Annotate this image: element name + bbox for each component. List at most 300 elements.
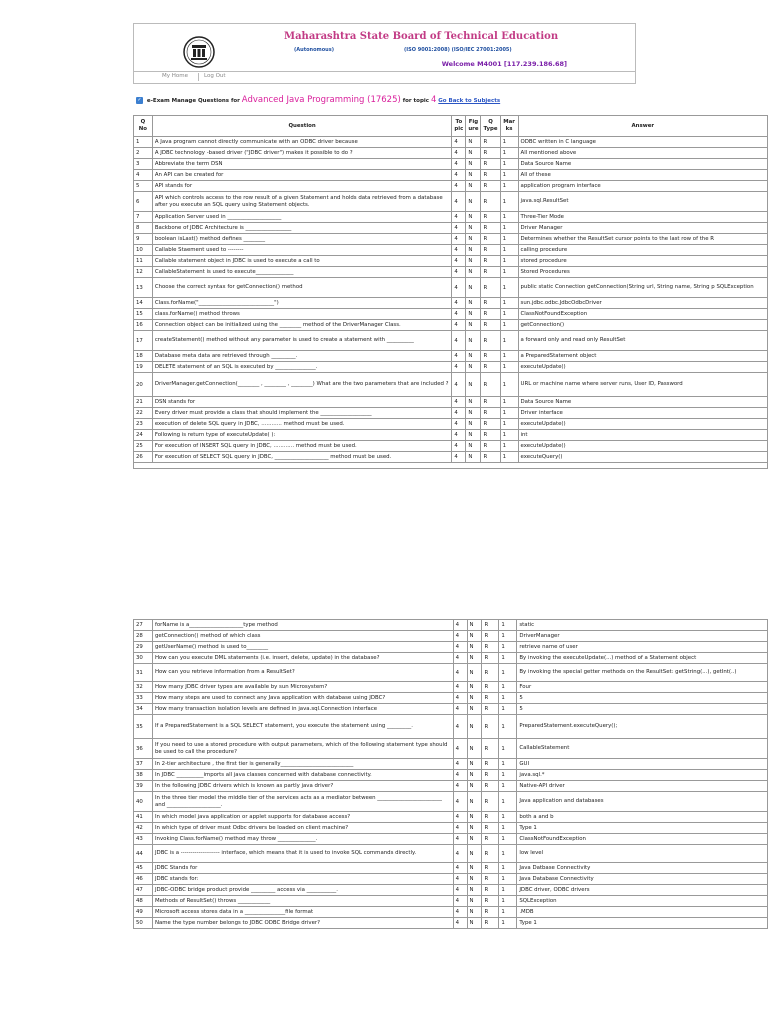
q-no-cell: 45	[134, 863, 153, 874]
q-type-cell: R	[481, 408, 500, 419]
topic-cell: 4	[453, 845, 467, 863]
figure-cell: N	[467, 682, 482, 693]
topic-cell: 4	[453, 642, 467, 653]
q-no-cell: 25	[134, 441, 153, 452]
topic-cell: 4	[452, 397, 466, 408]
q-type-cell: R	[481, 223, 500, 234]
q-no-cell: 17	[134, 331, 153, 351]
topic-cell: 4	[452, 212, 466, 223]
q-no-cell: 8	[134, 223, 153, 234]
question-cell: Callable Staement used to --------	[152, 245, 452, 256]
marks-cell: 1	[499, 770, 517, 781]
q-type-cell: R	[481, 256, 500, 267]
header-topic-text: To	[455, 119, 463, 125]
topic-cell: 4	[452, 320, 466, 331]
marks-cell: 1	[499, 792, 517, 812]
q-no-cell: 39	[134, 781, 153, 792]
question-cell: Abbreviate the term DSN	[152, 159, 452, 170]
question-cell: class.forName() method throws	[152, 309, 452, 320]
marks-cell: 1	[499, 845, 517, 863]
q-type-cell: R	[482, 863, 499, 874]
header-marks	[500, 116, 518, 137]
topic-cell: 4	[453, 620, 467, 631]
answer-cell: GUI	[517, 759, 768, 770]
marks-cell: 1	[499, 759, 517, 770]
topic-cell: 4	[452, 441, 466, 452]
answer-cell: Data Source Name	[518, 159, 767, 170]
question-cell: API which controls access to the row result of a given Statement and holds data retrieved from a database after you execute an SQL query using Statement objects.	[152, 192, 452, 212]
q-no-cell: 30	[134, 653, 153, 664]
q-type-cell: R	[481, 320, 500, 331]
answer-cell: CallableStatement	[517, 739, 768, 759]
marks-cell: 1	[500, 362, 518, 373]
marks-cell: 1	[500, 397, 518, 408]
table-row	[134, 419, 768, 430]
marks-cell: 1	[499, 682, 517, 693]
autonomous-label: (Autonomous)	[294, 47, 334, 53]
answer-cell: 5	[517, 704, 768, 715]
table-row	[134, 245, 768, 256]
question-cell: How can you retrieve information from a ResultSet?	[152, 664, 453, 682]
q-type-cell: R	[482, 682, 499, 693]
answer-cell: 5	[517, 693, 768, 704]
question-cell: getConnection() method of which class	[152, 631, 453, 642]
q-no-cell: 9	[134, 234, 153, 245]
figure-cell: N	[467, 664, 482, 682]
table-row	[134, 896, 768, 907]
topic-cell: 4	[452, 192, 466, 212]
topic-cell: 4	[453, 759, 467, 770]
iso-label: (ISO 9001:2008) (ISO/IEC 27001:2005)	[404, 47, 512, 53]
q-type-cell: R	[481, 137, 500, 148]
marks-cell: 1	[499, 812, 517, 823]
topic-cell: 4	[452, 430, 466, 441]
q-no-cell: 31	[134, 664, 153, 682]
question-cell: boolean isLast() method defines ________	[152, 234, 452, 245]
question-cell: Name the type number belongs to JDBC ODBC Bridge driver?	[152, 918, 453, 929]
question-cell: In the following JDBC drivers which is known as partly java driver?	[152, 781, 453, 792]
marks-cell: 1	[499, 693, 517, 704]
answer-cell: DriverManager	[517, 631, 768, 642]
q-no-cell: 3	[134, 159, 153, 170]
table-row	[134, 770, 768, 781]
answer-cell: java.sql.*	[517, 770, 768, 781]
q-no-cell: 18	[134, 351, 153, 362]
figure-cell: N	[467, 715, 482, 739]
q-type-cell: R	[481, 397, 500, 408]
table-spacer-row	[134, 463, 768, 469]
answer-cell: Java Database Connectivity	[517, 874, 768, 885]
topic-cell: 4	[452, 159, 466, 170]
answer-cell: java.sql.ResultSet	[518, 192, 767, 212]
header-q-no-text-2: No	[138, 126, 148, 132]
table-row	[134, 223, 768, 234]
q-no-cell: 24	[134, 430, 153, 441]
answer-cell: application program interface	[518, 181, 767, 192]
table-row	[134, 192, 768, 212]
answer-cell: Java application and databases	[517, 792, 768, 812]
q-no-cell: 14	[134, 298, 153, 309]
q-type-cell: R	[482, 823, 499, 834]
table-row	[134, 693, 768, 704]
q-type-cell: R	[482, 664, 499, 682]
q-type-cell: R	[481, 351, 500, 362]
answer-cell: getConnection()	[518, 320, 767, 331]
q-no-cell: 43	[134, 834, 153, 845]
table-row	[134, 452, 768, 463]
table-row	[134, 631, 768, 642]
header-answer	[518, 116, 767, 137]
q-type-cell: R	[481, 452, 500, 463]
topic-cell: 4	[452, 309, 466, 320]
question-cell: How many transaction isolation levels are defined in java.sql.Connection interface	[152, 704, 453, 715]
marks-cell: 1	[500, 137, 518, 148]
table-row	[134, 642, 768, 653]
topic-cell: 4	[453, 682, 467, 693]
figure-cell: N	[467, 885, 482, 896]
q-type-cell: R	[481, 267, 500, 278]
questions-table-continued	[133, 619, 768, 929]
table-row	[134, 408, 768, 419]
question-cell: JDBC Stands for	[152, 863, 453, 874]
marks-cell: 1	[500, 212, 518, 223]
marks-cell: 1	[499, 704, 517, 715]
marks-cell: 1	[500, 309, 518, 320]
question-cell: DELETE statement of an SQL is executed by _______________.	[152, 362, 452, 373]
topic-cell: 4	[452, 245, 466, 256]
table-row	[134, 834, 768, 845]
q-type-cell: R	[481, 331, 500, 351]
figure-cell: N	[467, 812, 482, 823]
figure-cell: N	[466, 419, 481, 430]
figure-cell: N	[467, 653, 482, 664]
figure-cell: N	[467, 781, 482, 792]
header-q-no	[134, 116, 153, 137]
answer-cell: Driver interface	[518, 408, 767, 419]
table-row	[134, 812, 768, 823]
topic-cell: 4	[452, 181, 466, 192]
q-type-cell: R	[482, 715, 499, 739]
table-row	[134, 351, 768, 362]
q-type-cell: R	[482, 704, 499, 715]
figure-cell: N	[467, 792, 482, 812]
topic-cell: 4	[452, 298, 466, 309]
answer-cell: ODBC written in C language	[518, 137, 767, 148]
marks-cell: 1	[499, 874, 517, 885]
spacer-cell	[134, 463, 768, 469]
q-no-cell: 32	[134, 682, 153, 693]
question-cell: Methods of ResultSet() throws ____________	[152, 896, 453, 907]
answer-cell: executeQuery()	[518, 452, 767, 463]
topic-cell: 4	[453, 631, 467, 642]
figure-cell: N	[467, 845, 482, 863]
q-type-cell: R	[481, 298, 500, 309]
figure-cell: N	[467, 704, 482, 715]
my-home-link[interactable]: My Home	[162, 73, 188, 79]
q-type-cell: R	[481, 159, 500, 170]
answer-cell: ClassNotFoundException	[518, 309, 767, 320]
figure-cell: N	[466, 320, 481, 331]
table-header-row	[134, 116, 768, 137]
table-row	[134, 309, 768, 320]
q-no-cell: 29	[134, 642, 153, 653]
figure-cell: N	[467, 770, 482, 781]
question-cell: forName is a____________________type method	[152, 620, 453, 631]
header-marks-text-2: ks	[505, 126, 513, 132]
q-no-cell: 42	[134, 823, 153, 834]
table-row	[134, 907, 768, 918]
q-no-cell: 38	[134, 770, 153, 781]
q-no-cell: 44	[134, 845, 153, 863]
header-answer-text: Answer	[631, 122, 655, 129]
header-figure-text-2: ure	[468, 126, 479, 132]
q-type-cell: R	[481, 441, 500, 452]
header-q-type	[481, 116, 500, 137]
table-row	[134, 664, 768, 682]
topic-number: 4	[430, 95, 437, 105]
marks-cell: 1	[500, 245, 518, 256]
q-type-cell: R	[482, 874, 499, 885]
q-no-cell: 1	[134, 137, 153, 148]
q-no-cell: 27	[134, 620, 153, 631]
q-type-cell: R	[482, 907, 499, 918]
answer-cell: Four	[517, 682, 768, 693]
marks-cell: 1	[499, 620, 517, 631]
figure-cell: N	[466, 192, 481, 212]
answer-cell: PreparedStatement.executeQuery();	[517, 715, 768, 739]
topic-prefix: e-Exam Manage Questions for	[146, 98, 240, 104]
topic-cell: 4	[453, 918, 467, 929]
figure-cell: N	[466, 278, 481, 298]
table-row	[134, 181, 768, 192]
figure-cell: N	[467, 759, 482, 770]
marks-cell: 1	[500, 223, 518, 234]
marks-cell: 1	[499, 664, 517, 682]
marks-cell: 1	[499, 631, 517, 642]
table-row	[134, 373, 768, 397]
answer-cell: .MDB	[517, 907, 768, 918]
figure-cell: N	[467, 896, 482, 907]
table-row	[134, 739, 768, 759]
q-type-cell: R	[482, 885, 499, 896]
welcome-text: Welcome M4001 [117.239.186.68]	[441, 60, 567, 68]
marks-cell: 1	[500, 408, 518, 419]
figure-cell: N	[466, 351, 481, 362]
table-row	[134, 620, 768, 631]
marks-cell: 1	[500, 181, 518, 192]
q-type-cell: R	[481, 212, 500, 223]
q-no-cell: 37	[134, 759, 153, 770]
q-type-cell: R	[481, 192, 500, 212]
q-type-cell: R	[481, 181, 500, 192]
question-cell: An API can be created for	[152, 170, 452, 181]
table-row	[134, 320, 768, 331]
marks-cell: 1	[499, 863, 517, 874]
figure-cell: N	[467, 693, 482, 704]
q-no-cell: 15	[134, 309, 153, 320]
log-out-link[interactable]: Log Out	[204, 73, 226, 79]
marks-cell: 1	[499, 885, 517, 896]
topic-cell: 4	[453, 664, 467, 682]
q-no-cell: 10	[134, 245, 153, 256]
answer-cell: executeUpdate()	[518, 441, 767, 452]
table-row	[134, 704, 768, 715]
figure-cell: N	[466, 148, 481, 159]
question-cell: Choose the correct syntax for getConnection() method	[152, 278, 452, 298]
questions-table	[133, 115, 768, 469]
figure-cell: N	[466, 181, 481, 192]
nav-bar	[133, 71, 636, 84]
table-row	[134, 441, 768, 452]
question-cell: getUserName() method is used to________	[152, 642, 453, 653]
answer-cell: ClassNotFoundException	[517, 834, 768, 845]
board-title: Maharashtra State Board of Technical Education	[284, 31, 559, 42]
topic-cell: 4	[453, 693, 467, 704]
q-no-cell: 49	[134, 907, 153, 918]
question-cell: For execution of SELECT SQL query in JDBC, ____________________ method must be used.	[152, 452, 452, 463]
figure-cell: N	[467, 918, 482, 929]
figure-cell: N	[466, 452, 481, 463]
table-row	[134, 874, 768, 885]
marks-cell: 1	[500, 320, 518, 331]
question-cell: Connection object can be initialized using the ________ method of the DriverManager Class.	[152, 320, 452, 331]
q-type-cell: R	[482, 653, 499, 664]
topic-cell: 4	[452, 331, 466, 351]
q-type-cell: R	[481, 170, 500, 181]
figure-cell: N	[467, 620, 482, 631]
marks-cell: 1	[499, 781, 517, 792]
answer-cell: executeUpdate()	[518, 419, 767, 430]
table-row	[134, 715, 768, 739]
header-question-text: Question	[288, 122, 316, 129]
header-figure-text: Fig	[468, 119, 479, 125]
answer-cell: sun.jdbc.odbc.JdbcOdbcDriver	[518, 298, 767, 309]
answer-cell: JDBC driver, ODBC drivers	[517, 885, 768, 896]
marks-cell: 1	[500, 430, 518, 441]
figure-cell: N	[466, 223, 481, 234]
nav-divider	[198, 73, 199, 81]
q-no-cell: 13	[134, 278, 153, 298]
table-row	[134, 331, 768, 351]
q-type-cell: R	[481, 245, 500, 256]
q-type-cell: R	[482, 918, 499, 929]
answer-cell: Data Source Name	[518, 397, 767, 408]
figure-cell: N	[467, 834, 482, 845]
question-cell: JDBC stands for:	[152, 874, 453, 885]
q-type-cell: R	[482, 781, 499, 792]
figure-cell: N	[467, 631, 482, 642]
figure-cell: N	[467, 739, 482, 759]
figure-cell: N	[466, 267, 481, 278]
question-cell: In 2-tier architecture , the first tier is generally___________________________	[152, 759, 453, 770]
table-row	[134, 278, 768, 298]
marks-cell: 1	[499, 642, 517, 653]
for-topic-label: for topic	[402, 98, 430, 104]
answer-cell: a PreparedStatement object	[518, 351, 767, 362]
table-row	[134, 759, 768, 770]
header-q-type-text-2: Type	[483, 126, 498, 132]
table-row	[134, 234, 768, 245]
header-topic-text-2: pic	[454, 126, 464, 132]
topic-cell: 4	[453, 739, 467, 759]
back-to-subjects-link[interactable]: Go Back to Subjects	[438, 98, 501, 104]
table-row	[134, 159, 768, 170]
question-cell: A JDBC technology -based driver ("JDBC driver") makes it possible to do ?	[152, 148, 452, 159]
answer-cell: By invoking the executeUpdate(...) method of a Statement object	[517, 653, 768, 664]
marks-cell: 1	[499, 739, 517, 759]
question-cell: Callable statement object in JDBC is used to execute a call to	[152, 256, 452, 267]
q-no-cell: 47	[134, 885, 153, 896]
question-cell: Backbone of JDBC Architecture is _________________	[152, 223, 452, 234]
question-cell: DriverManager.getConnection(________ , ________ , ________) What are the two parameters that are included ?	[152, 373, 452, 397]
header-question	[152, 116, 452, 137]
q-no-cell: 23	[134, 419, 153, 430]
q-no-cell: 21	[134, 397, 153, 408]
question-cell: How can you execute DML statements (i.e. insert, delete, update) in the database?	[152, 653, 453, 664]
table-row	[134, 781, 768, 792]
topic-cell: 4	[453, 885, 467, 896]
topic-cell: 4	[452, 223, 466, 234]
q-type-cell: R	[482, 642, 499, 653]
question-cell: If a PreparedStatement is a SQL SELECT statement, you execute the statement using _________.	[152, 715, 453, 739]
q-no-cell: 6	[134, 192, 153, 212]
q-no-cell: 33	[134, 693, 153, 704]
q-type-cell: R	[481, 278, 500, 298]
answer-cell: executeUpdate()	[518, 362, 767, 373]
topic-cell: 4	[453, 896, 467, 907]
header-q-type-text: Q	[488, 119, 493, 125]
marks-cell: 1	[499, 715, 517, 739]
answer-cell: Type 1	[517, 918, 768, 929]
q-type-cell: R	[482, 834, 499, 845]
q-type-cell: R	[482, 631, 499, 642]
q-no-cell: 26	[134, 452, 153, 463]
question-cell: Invoking Class.forName() method may throw ______________.	[152, 834, 453, 845]
question-cell: In which type of driver must Odbc drivers be loaded on client machine?	[152, 823, 453, 834]
marks-cell: 1	[500, 441, 518, 452]
figure-cell: N	[466, 331, 481, 351]
q-type-cell: R	[482, 896, 499, 907]
table-row	[134, 653, 768, 664]
q-no-cell: 7	[134, 212, 153, 223]
figure-cell: N	[467, 642, 482, 653]
q-no-cell: 34	[134, 704, 153, 715]
figure-cell: N	[466, 397, 481, 408]
figure-cell: N	[466, 373, 481, 397]
answer-cell: Stored Procedures	[518, 267, 767, 278]
question-cell: For execution of INSERT SQL query in JDBC, ............ method must be used.	[152, 441, 452, 452]
marks-cell: 1	[499, 653, 517, 664]
question-cell: JDBC-ODBC bridge product provide _________ access via ___________.	[152, 885, 453, 896]
table-row	[134, 256, 768, 267]
answer-cell: low level	[517, 845, 768, 863]
figure-cell: N	[466, 362, 481, 373]
topic-cell: 4	[452, 256, 466, 267]
q-type-cell: R	[481, 234, 500, 245]
table-row	[134, 148, 768, 159]
topic-cell: 4	[453, 834, 467, 845]
question-cell: Following is return type of executeUpdate( ):	[152, 430, 452, 441]
msbte-logo	[180, 35, 218, 69]
answer-cell: Java Datbase Connectivity	[517, 863, 768, 874]
question-cell: If you need to use a stored procedure with output parameters, which of the following statement type should be used to call the procedure?	[152, 739, 453, 759]
q-no-cell: 12	[134, 267, 153, 278]
topic-cell: 4	[453, 863, 467, 874]
topic-cell: 4	[452, 278, 466, 298]
question-cell: In JDBC __________imports all java classes concerned with database connectivity.	[152, 770, 453, 781]
marks-cell: 1	[500, 159, 518, 170]
marks-cell: 1	[499, 907, 517, 918]
